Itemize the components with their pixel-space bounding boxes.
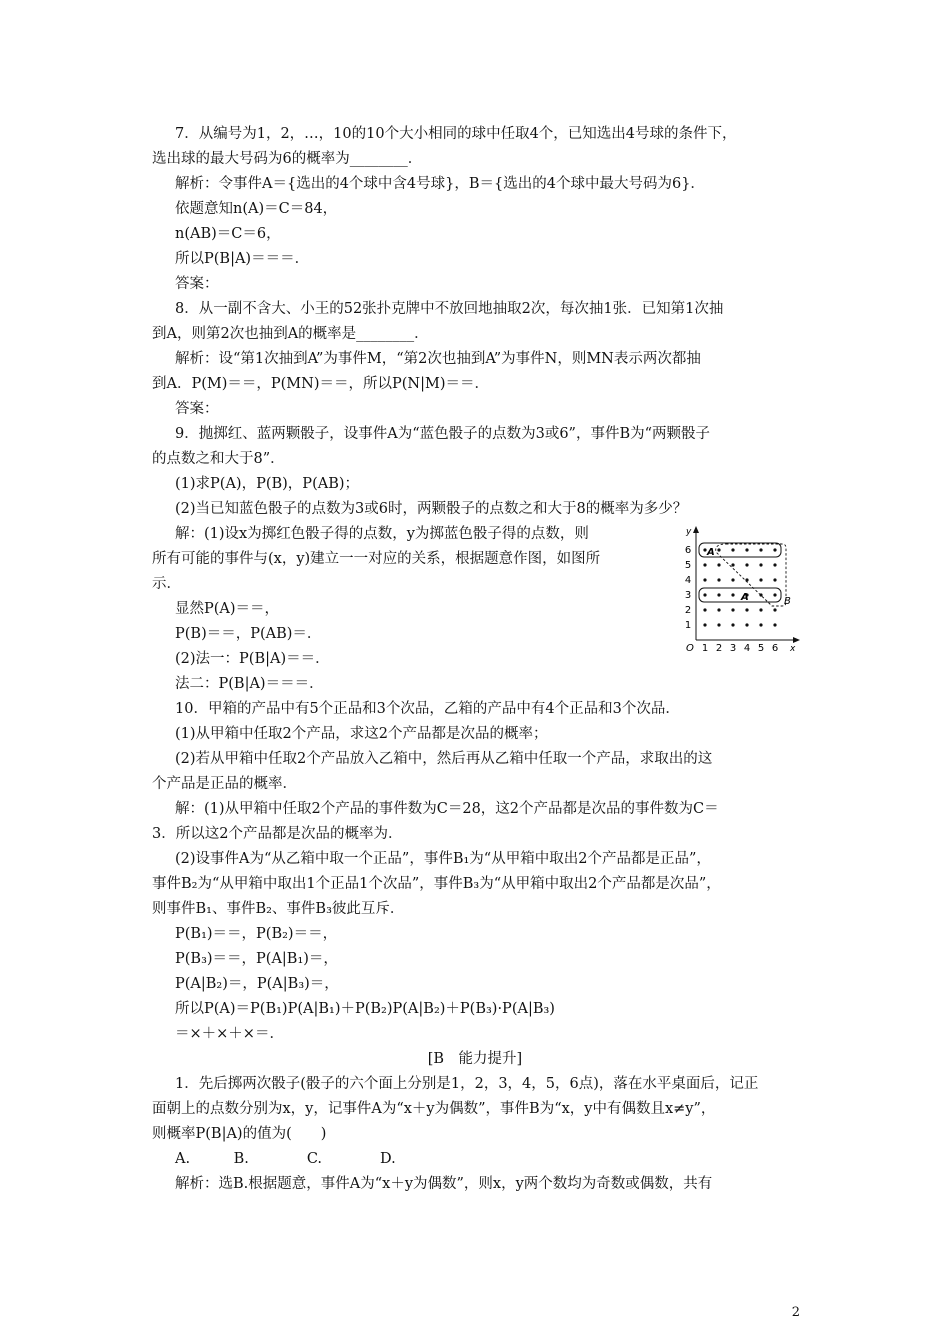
text-line: 解析：令事件A＝{选出的4个球中含4号球}，B＝{选出的4个球中最大号码为6}． (175, 176, 705, 192)
x-tick-label: 6 (771, 643, 779, 654)
text-line: (2)若从甲箱中任取2个产品放入乙箱中，然后再从乙箱中任取一个产品，求取出的这 (175, 751, 713, 767)
text-line: 3．所以这2个产品都是次品的概率为． (152, 826, 403, 842)
text-line: 8．从一副不含大、小王的52张扑克牌中不放回地抽取2次，每次抽1张．已知第1次抽 (175, 301, 724, 317)
text-line: 法二：P(B|A)＝＝＝． (175, 676, 324, 692)
x-tick-label: 2 (715, 643, 723, 654)
y-axis-arrow (693, 526, 699, 533)
event-a-row3-box (699, 588, 781, 602)
text-line: 7．从编号为1，2，…，10的10个大小相同的球中任取4个，已知选出4号球的条件下， (175, 126, 737, 142)
text-line: 所以P(B|A)＝＝＝． (175, 251, 310, 267)
event-a-label: A (741, 592, 749, 603)
text-line: 9．抛掷红、蓝两颗骰子，设事件A为“蓝色骰子的点数为3或6”，事件B为“两颗骰子 (175, 426, 711, 442)
text-line: 个产品是正品的概率． (152, 776, 297, 792)
text-line: 所以P(A)＝P(B₁)P(A|B₁)＋P(B₂)P(A|B₂)＋P(B₃)·P(A|B₃) (175, 1001, 555, 1017)
y-tick-label: 5 (684, 560, 692, 571)
x-tick-label: 1 (701, 643, 709, 654)
y-axis-label: y (686, 527, 692, 537)
text-line: (2)设事件A为“从乙箱中取一个正品”，事件B₁为“从甲箱中取出2个产品都是正品”， (175, 851, 711, 867)
y-tick-label: 6 (684, 545, 692, 556)
x-axis-arrow (793, 637, 800, 643)
text-line: 解析：设“第1次抽到A”为事件M，“第2次也抽到A”为事件N，则MN表示两次都抽 (175, 351, 701, 367)
answer-options: A. B. C. D. (175, 1151, 396, 1167)
x-tick-label: 5 (757, 643, 765, 654)
text-line: 答案： (175, 401, 219, 417)
text-line: 则事件B₁、事件B₂、事件B₃彼此互斥． (152, 901, 405, 917)
event-b-region (716, 544, 786, 606)
text-line: ＝×＋×＋×＝． (175, 1026, 284, 1042)
text-line: (2)法一：P(B|A)＝＝． (175, 651, 330, 667)
dice-point-grid-figure (664, 522, 802, 654)
text-line: P(B₃)＝＝，P(A|B₁)＝， (175, 951, 338, 967)
text-line: P(B₁)＝＝，P(B₂)＝＝， (175, 926, 338, 942)
text-line: 到A．P(M)＝＝，P(MN)＝＝，所以P(N|M)＝＝． (152, 376, 489, 392)
text-line: (1)从甲箱中任取2个产品，求这2个产品都是次品的概率； (175, 726, 548, 742)
text-line: 事件B₂为“从甲箱中取出1个正品1个次品”，事件B₃为“从甲箱中取出2个产品都是次品”， (152, 876, 721, 892)
event-a-label-top: A (707, 547, 715, 558)
page-number: 2 (791, 1305, 800, 1320)
text-line: 显然P(A)＝＝， (175, 601, 280, 617)
text-line: 解：(1)从甲箱中任取2个产品的事件数为C＝28，这2个产品都是次品的事件数为C＝ (175, 801, 719, 817)
text-line: 1．先后掷两次骰子(骰子的六个面上分别是1，2，3，4，5，6点)，落在水平桌面后，记正 (175, 1076, 759, 1092)
x-tick-label: 3 (729, 643, 737, 654)
x-axis-label: x (790, 644, 796, 654)
text-line: P(B)＝＝，P(AB)＝． (175, 626, 322, 642)
x-tick-label: 4 (743, 643, 751, 654)
y-tick-label: 3 (684, 590, 692, 601)
text-line: 解：(1)设x为掷红色骰子得的点数，y为掷蓝色骰子得的点数，则 (175, 526, 589, 542)
text-line: 10．甲箱的产品中有5个正品和3个次品，乙箱的产品中有4个正品和3个次品． (175, 701, 680, 717)
event-b-label: B (784, 596, 791, 607)
text-line: (1)求P(A)，P(B)，P(AB)； (175, 476, 360, 492)
y-tick-label: 1 (684, 620, 692, 631)
text-line: 面朝上的点数分别为x，y，记事件A为“x＋y为偶数”，事件B为“x，y中有偶数且x≠y”， (152, 1101, 716, 1117)
text-line: 则概率P(B|A)的值为( ) (152, 1126, 327, 1142)
origin-label: O (686, 643, 694, 654)
text-line: 依题意知n(A)＝C＝84， (175, 201, 338, 217)
text-line: n(AB)＝C＝6， (175, 226, 281, 242)
section-heading: [B 能力提升] (427, 1051, 523, 1067)
text-line: 选出球的最大号码为6的概率为________． (152, 151, 423, 167)
text-line: 所有可能的事件与(x，y)建立一一对应的关系，根据题意作图，如图所 (152, 551, 601, 567)
y-tick-label: 2 (684, 605, 692, 616)
text-line: 的点数之和大于8”． (152, 451, 285, 467)
text-line: P(A|B₂)＝，P(A|B₃)＝， (175, 976, 339, 992)
text-line: 示． (152, 576, 181, 592)
text-line: 到A，则第2次也抽到A的概率是________． (152, 326, 429, 342)
text-line: (2)当已知蓝色骰子的点数为3或6时，两颗骰子的点数之和大于8的概率为多少？ (175, 501, 688, 517)
text-line: 解析：选B.根据题意，事件A为“x＋y为偶数”，则x，y两个数均为奇数或偶数，共有 (175, 1176, 713, 1192)
y-tick-label: 4 (684, 575, 692, 586)
text-line: 答案： (175, 276, 219, 292)
